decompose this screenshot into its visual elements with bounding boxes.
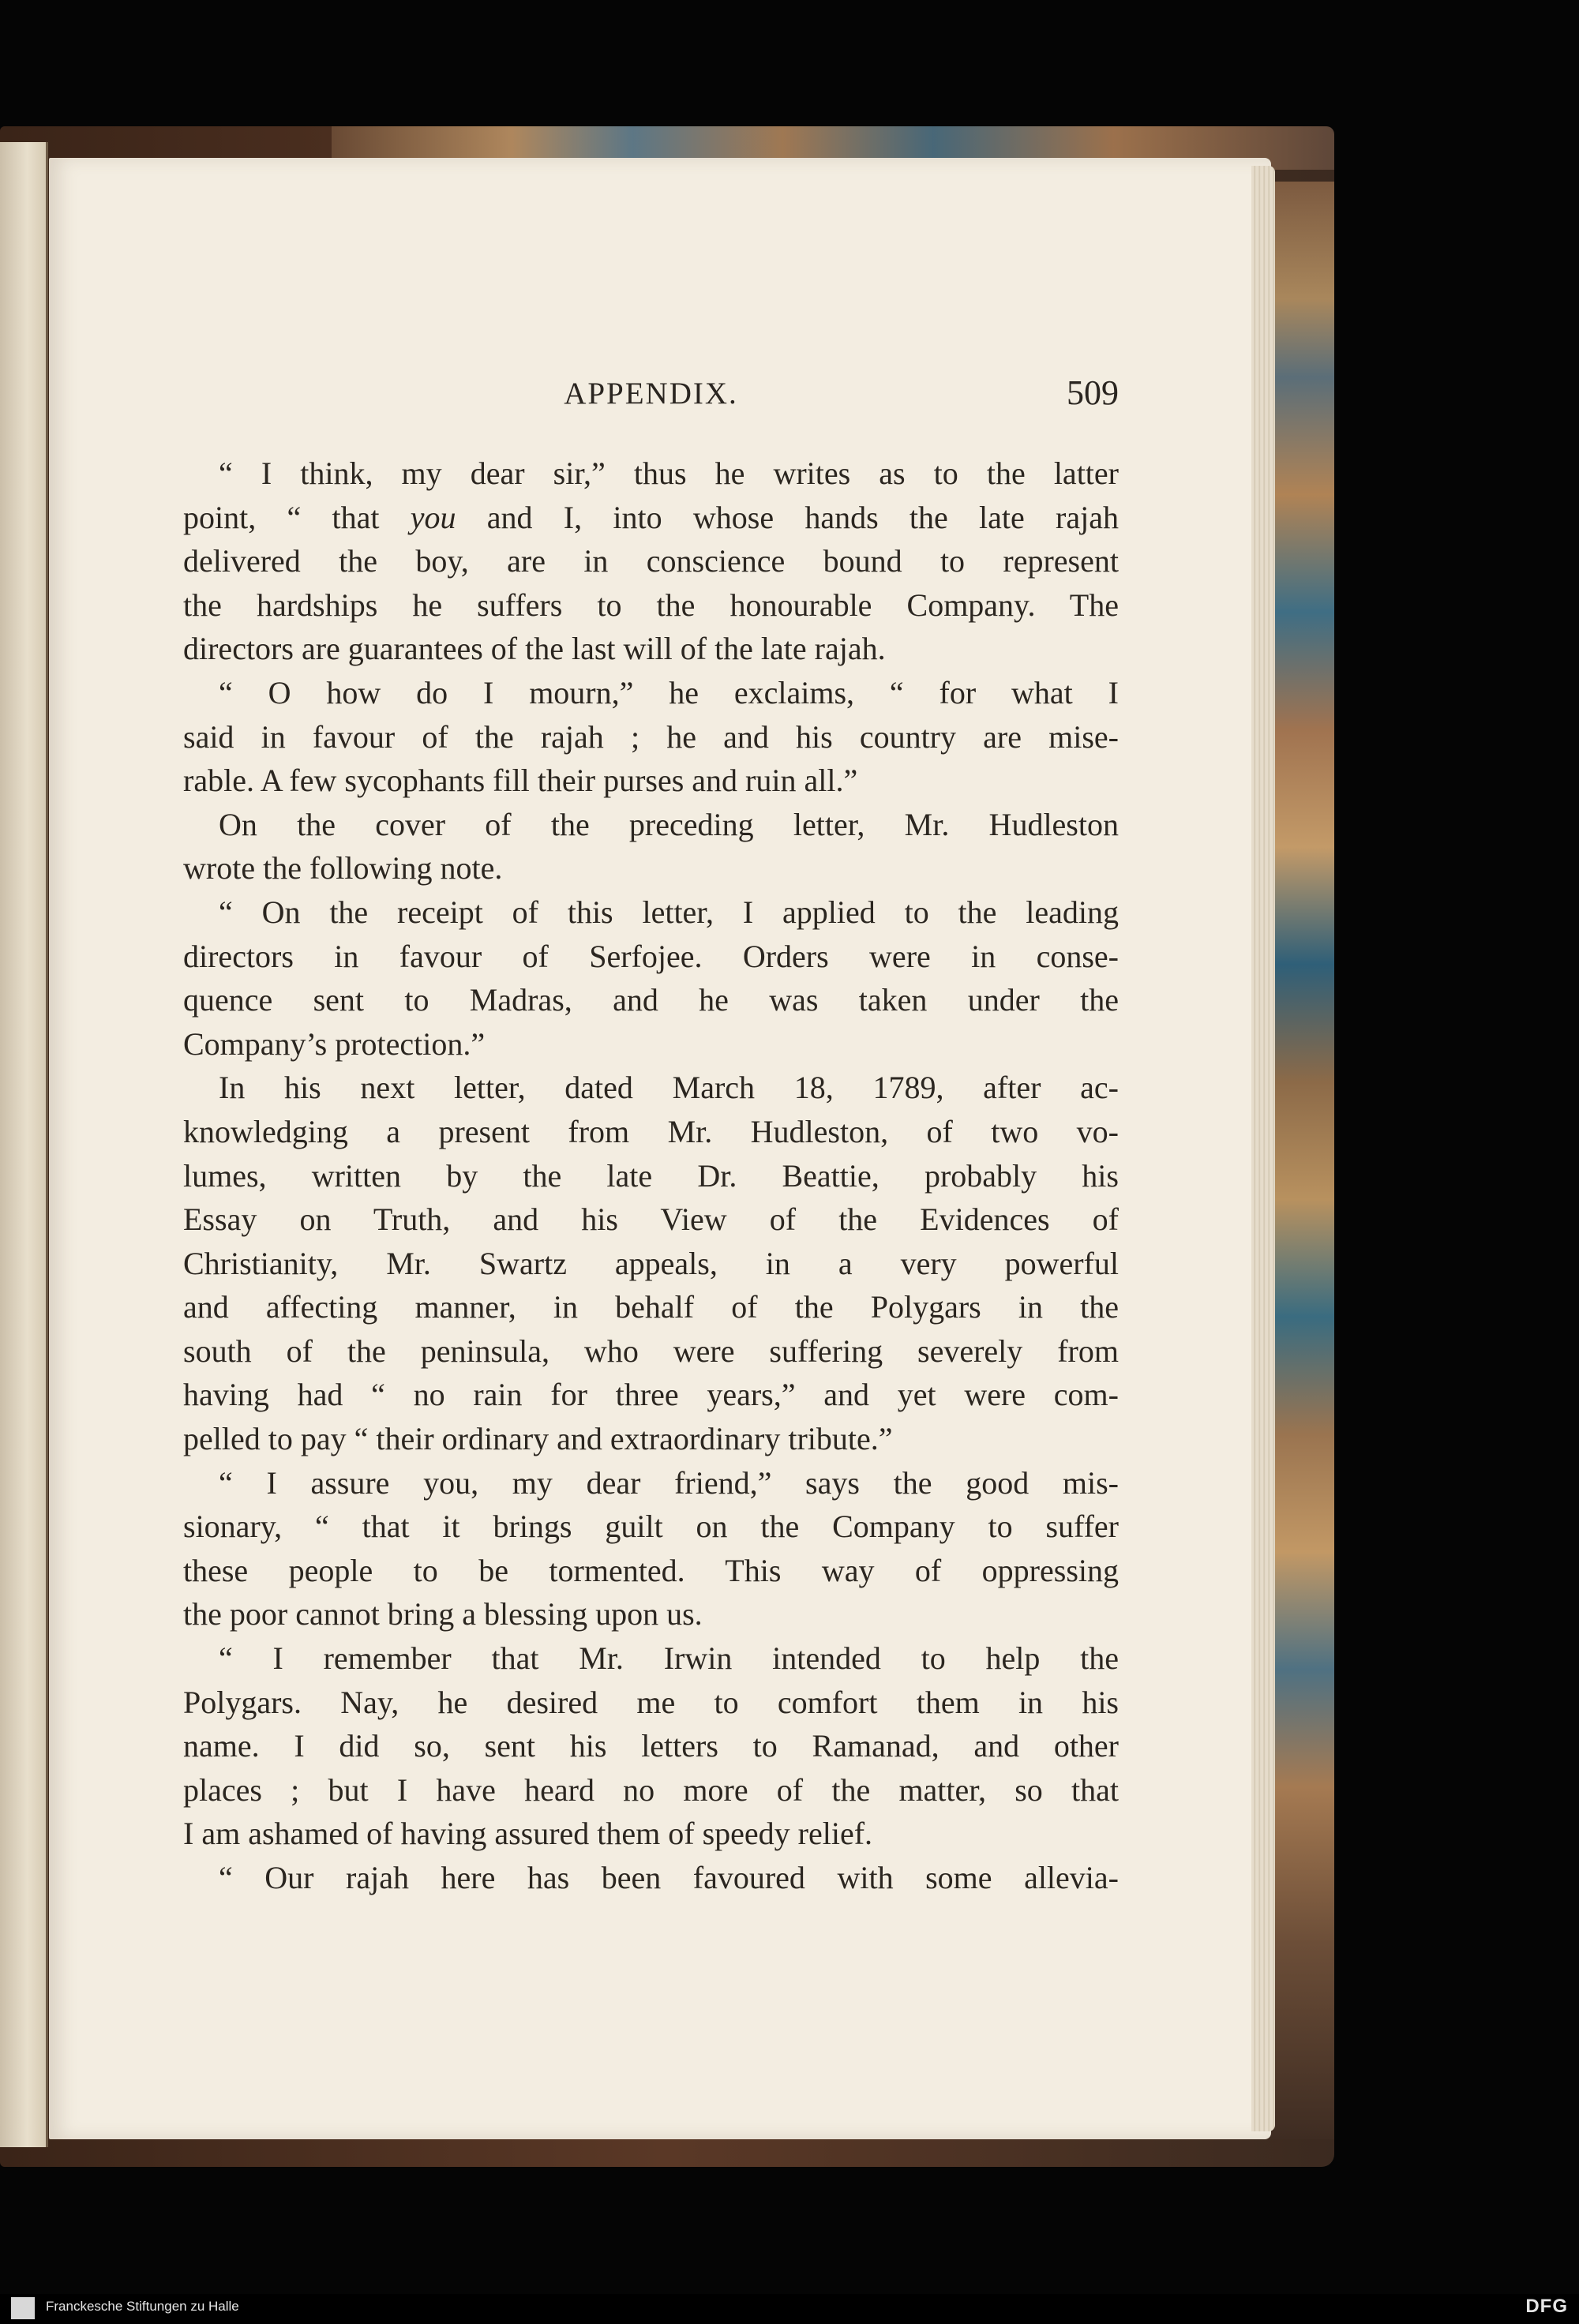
dfg-logo: DFG (1525, 2296, 1568, 2317)
text-line: point, “ that you and I, into whose hands the late rajah (183, 499, 1119, 535)
text-line: rable. A few sycophants fill their purses and ruin all.” (183, 763, 858, 799)
page-number: 509 (1067, 373, 1119, 412)
institution-name: Franckesche Stiftungen zu Halle (46, 2299, 239, 2314)
text-line: south of the peninsula, who were suffering severely from (183, 1333, 1119, 1369)
text-line: pelled to pay “ their ordinary and extraordinary tribute.” (183, 1421, 893, 1457)
body-text (183, 452, 1119, 1900)
text-line: “ I remember that Mr. Irwin intended to help the (219, 1640, 1119, 1677)
institution-logo-icon (11, 2297, 35, 2319)
text-line: Christianity, Mr. Swartz appeals, in a very powerful (183, 1245, 1119, 1281)
text-line: “ O how do I mourn,” he exclaims, “ for what I (219, 674, 1119, 710)
marbled-cover-edge (1271, 182, 1334, 2139)
text-line: said in favour of the rajah ; he and his country are mise- (183, 718, 1119, 755)
text-line: Essay on Truth, and his View of the Evidences of (183, 1201, 1119, 1238)
text-line: “ On the receipt of this letter, I applied to the leading (219, 894, 1119, 930)
running-head (183, 373, 1119, 423)
text-line: Company’s protection.” (183, 1025, 486, 1062)
text-line: the poor cannot bring a blessing upon us. (183, 1596, 703, 1632)
text-line: directors are guarantees of the last will of the late rajah. (183, 631, 886, 667)
text-line: places ; but I have heard no more of the matter, so that (183, 1771, 1119, 1808)
text-line: quence sent to Madras, and he was taken under the (183, 982, 1119, 1018)
text-line: sionary, “ that it brings guilt on the Company to suffer (183, 1509, 1119, 1545)
text-line (183, 452, 1119, 496)
text-line: the hardships he suffers to the honourable Company. The (183, 587, 1119, 623)
text-line: having had “ no rain for three years,” and yet were com- (183, 1377, 1119, 1413)
text-line: In his next letter, dated March 18, 1789, after ac- (219, 1070, 1119, 1106)
facing-page-edge (0, 142, 48, 2147)
running-head-title: APPENDIX. (564, 377, 738, 410)
text-line: and affecting manner, in behalf of the Polygars in the (183, 1289, 1119, 1325)
text-line: lumes, written by the late Dr. Beattie, probably his (183, 1157, 1119, 1194)
text-line: knowledging a present from Mr. Hudleston, of two vo- (183, 1113, 1119, 1149)
page-stack-edges (1251, 166, 1275, 2131)
text-line: delivered the boy, are in conscience bound to represent (183, 543, 1119, 579)
text-line: name. I did so, sent his letters to Ramanad, and other (183, 1728, 1119, 1764)
text-line: I am ashamed of having assured them of speedy relief. (183, 1816, 873, 1852)
text-line: On the cover of the preceding letter, Mr. Hudleston (219, 806, 1119, 842)
text-line: “ Our rajah here has been favoured with some allevia- (219, 1860, 1119, 1895)
text-line: Polygars. Nay, he desired me to comfort them in his (183, 1684, 1119, 1720)
text-line: “ I assure you, my dear friend,” says the good mis- (219, 1464, 1119, 1501)
text-line-content: “ I think, my dear sir,” thus he writes as to the latter (219, 455, 1119, 491)
text-line: directors in favour of Serfojee. Orders were in conse- (183, 938, 1119, 974)
text-line: wrote the following note. (183, 850, 503, 886)
text-line: these people to be tormented. This way of oppressing (183, 1552, 1119, 1588)
